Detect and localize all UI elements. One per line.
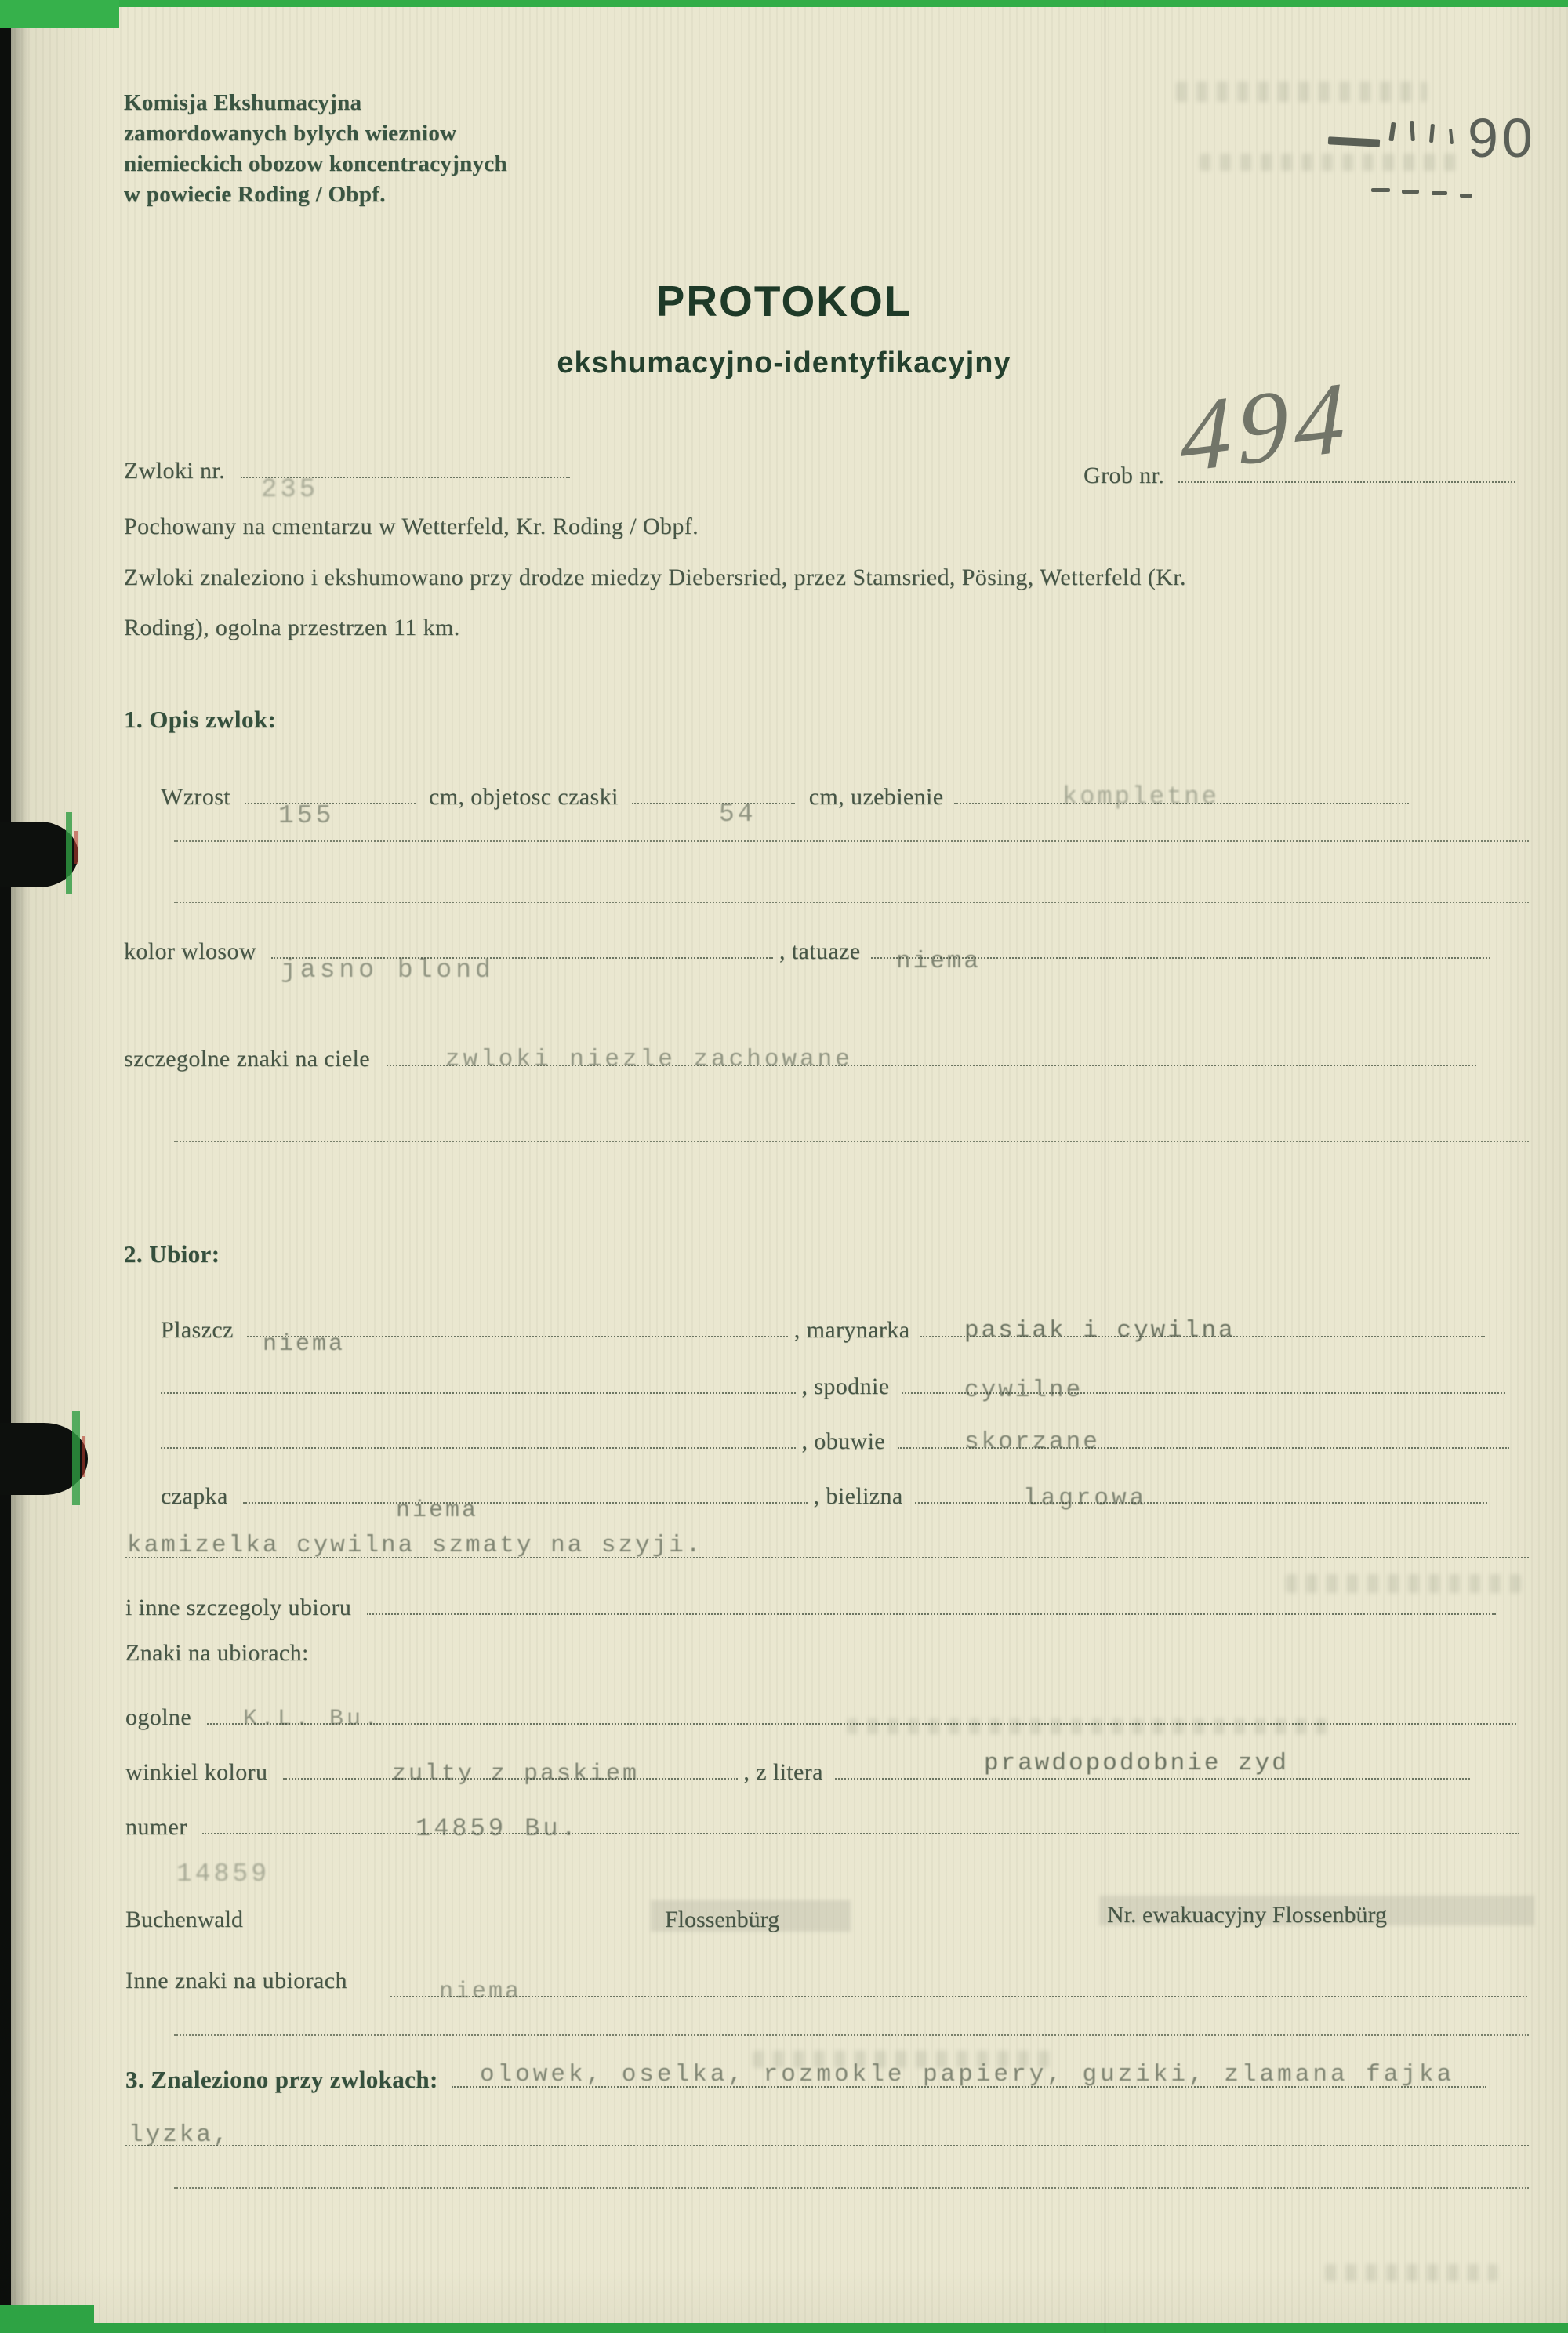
wzrost-value: 155: [278, 801, 335, 830]
scan-strip-bottom-green: [0, 2323, 1568, 2333]
letterhead-line: zamordowanych bylych wiezniow: [124, 121, 457, 146]
document-subtitle: ekshumacyjno-identyfikacyjny: [557, 347, 1011, 379]
letterhead-line: niemieckich obozow koncentracyjnych: [124, 151, 507, 176]
czapka-value: niema: [396, 1497, 479, 1524]
section2-heading: 2. Ubior:: [124, 1240, 220, 1268]
numer-ghost-value: 14859: [176, 1860, 270, 1889]
section3-heading: 3. Znaleziono przy zwlokach:: [125, 2066, 438, 2093]
wzrost-field: [245, 775, 416, 804]
inne-znaki-field: [390, 1968, 1527, 1997]
found-line-2: Roding), ogolna przestrzen 11 km.: [124, 615, 460, 640]
plaszcz-label: Plaszcz: [161, 1317, 234, 1343]
ogolne-value: K.L. Bu.: [243, 1706, 382, 1733]
czapka-field: [243, 1474, 808, 1504]
buried-line: Pochowany na cmentarzu w Wetterfeld, Kr. Roding / Obpf.: [124, 513, 699, 539]
pen-mark: [1388, 122, 1396, 142]
page-number: 90: [1468, 107, 1537, 169]
bielizna-label: , bielizna: [813, 1483, 903, 1509]
field-row-znaleziono: [125, 2058, 1529, 2097]
field-row-znaki-na-ciele: [124, 1036, 1529, 1076]
bleed-smudge: [1200, 154, 1458, 171]
z-litera-label: , z litera: [743, 1759, 823, 1785]
pen-mark: [1449, 129, 1454, 144]
bielizna-field: [915, 1474, 1487, 1504]
dotted-rule: [174, 840, 1529, 842]
obuwie-label: , obuwie: [801, 1428, 886, 1454]
field-row-ogolne: [125, 1695, 1529, 1734]
numer-value: 14859 Bu.: [416, 1814, 579, 1843]
marynarka-value: pasiak i cywilna: [964, 1317, 1236, 1344]
dotted-rule: [174, 902, 1529, 903]
numer-label: numer: [125, 1814, 187, 1840]
field-row-spodnie: [161, 1364, 1529, 1403]
letterhead-line: Komisja Ekshumacyjna: [124, 90, 362, 115]
kolor-wlosow-field: [271, 929, 773, 959]
camp-label-buchenwald: Buchenwald: [125, 1907, 243, 1932]
pen-dash: [1402, 190, 1419, 194]
scan-corner-bottom-left-green: [0, 2305, 94, 2333]
czapka-label: czapka: [161, 1483, 228, 1509]
znaleziono-value-line2: lyzka,: [129, 2121, 230, 2149]
pen-mark: [1429, 124, 1435, 143]
znaki-na-ubiorach-heading: Znaki na ubiorach:: [125, 1640, 309, 1666]
ogolne-field: [207, 1695, 1516, 1725]
field-row-znaleziono-line2: [125, 2117, 1529, 2156]
camp-label-flossenburg: Flossenbürg: [665, 1907, 780, 1932]
tatuaze-value: niema: [896, 948, 982, 975]
scan-artifact-red: [74, 831, 78, 864]
obuwie-value: skorzane: [964, 1428, 1100, 1456]
field-row-inne-znaki-line: [125, 1968, 1529, 2007]
field-row-inne-szczegoly: [125, 1585, 1529, 1624]
found-line-1: Zwloki znaleziono i ekshumowano przy drodze miedzy Diebersried, przez Stamsried, Pösing, Wetterfeld (Kr.: [124, 564, 1186, 590]
zwloki-nr-value: 235: [261, 475, 319, 505]
field-row-wzrost: [161, 775, 1529, 830]
ogolne-label: ogolne: [125, 1704, 192, 1730]
section1-heading: 1. Opis zwlok:: [124, 706, 277, 733]
field-row-plaszcz: [161, 1308, 1529, 1358]
zwloki-nr-label: Zwloki nr.: [124, 458, 225, 484]
scan-corner-top-left-green: [0, 0, 119, 28]
uzebienie-label: cm, uzebienie: [808, 784, 944, 810]
z-litera-value: prawdopodobnie zyd: [984, 1750, 1289, 1777]
winkiel-label: winkiel koloru: [125, 1759, 268, 1785]
field-row-winkiel: [125, 1750, 1529, 1789]
marynarka-label: , marynarka: [793, 1317, 910, 1343]
bleed-smudge: [1176, 82, 1427, 102]
kamizelka-value: kamizelka cywilna szmaty na szyji.: [127, 1532, 703, 1559]
field-row-zwloki: [124, 448, 673, 505]
spodnie-value: cywilne: [964, 1377, 1083, 1404]
scan-artifact-green: [72, 1411, 80, 1505]
pen-dash: [1460, 194, 1472, 198]
bielizna-value: lagrowa: [1023, 1485, 1148, 1512]
field-row-czapka: [161, 1474, 1529, 1524]
letterhead: [124, 88, 507, 210]
bleed-smudge: [1325, 2264, 1497, 2281]
pen-dash: [1371, 188, 1390, 192]
spodnie-lead-field: [161, 1364, 796, 1394]
pen-mark: [1410, 121, 1415, 141]
letterhead-line: w powiecie Roding / Obpf.: [124, 182, 386, 207]
grob-nr-handwritten-value: 494: [1179, 360, 1352, 495]
czaski-field: [632, 775, 795, 804]
dotted-rule: [174, 2034, 1529, 2036]
kolor-wlosow-label: kolor wlosow: [124, 938, 256, 964]
czaski-value: 54: [719, 800, 757, 829]
znaleziono-value-line1: olowek, oselka, rozmokle papiery, guziki, zlamana fajka: [480, 2061, 1455, 2088]
znaki-na-ciele-label: szczegolne znaki na ciele: [124, 1046, 370, 1072]
field-row-obuwie: [161, 1419, 1529, 1458]
field-row-kolor-wlosow: [124, 929, 1529, 985]
document-title: PROTOKOL: [655, 277, 913, 325]
spodnie-label: , spodnie: [801, 1373, 890, 1399]
grob-nr-label: Grob nr.: [1083, 463, 1165, 488]
pen-dash: [1432, 191, 1447, 195]
tatuaze-label: , tatuaze: [779, 938, 861, 964]
scan-artifact-green: [66, 812, 72, 894]
inne-szczegoly-label: i inne szczegoly ubioru: [125, 1595, 352, 1620]
inne-znaki-label: Inne znaki na ubiorach: [125, 1968, 347, 1994]
numer-field: [202, 1805, 1519, 1834]
kolor-wlosow-value: jasno blond: [281, 956, 495, 985]
inne-szczegoly-field: [367, 1585, 1496, 1615]
inne-znaki-value: niema: [439, 1979, 522, 2005]
objetosc-czaski-label: cm, objetosc czaski: [429, 784, 619, 810]
scan-artifact-red: [82, 1436, 85, 1477]
scan-strip-top-green: [0, 0, 1568, 7]
field-row-kamizelka: [125, 1529, 1529, 1568]
winkiel-value: zulty z paskiem: [392, 1761, 640, 1787]
uzebienie-value: kompletne: [1062, 782, 1219, 811]
znaki-na-ciele-value: zwloki niezle zachowane: [445, 1046, 853, 1073]
camp-label-nr-ewakuacyjny: Nr. ewakuacyjny Flossenbürg: [1107, 1902, 1387, 1928]
znaleziono-field-line2: [125, 2117, 1529, 2146]
obuwie-lead-field: [161, 1419, 796, 1449]
zwloki-nr-field: [241, 448, 570, 478]
plaszcz-value: niema: [263, 1331, 346, 1358]
wzrost-label: Wzrost: [161, 784, 231, 810]
dotted-rule: [174, 2187, 1529, 2189]
dotted-rule: [174, 1141, 1529, 1142]
field-row-numer: [125, 1805, 1529, 1844]
pen-mark: [1328, 136, 1380, 147]
